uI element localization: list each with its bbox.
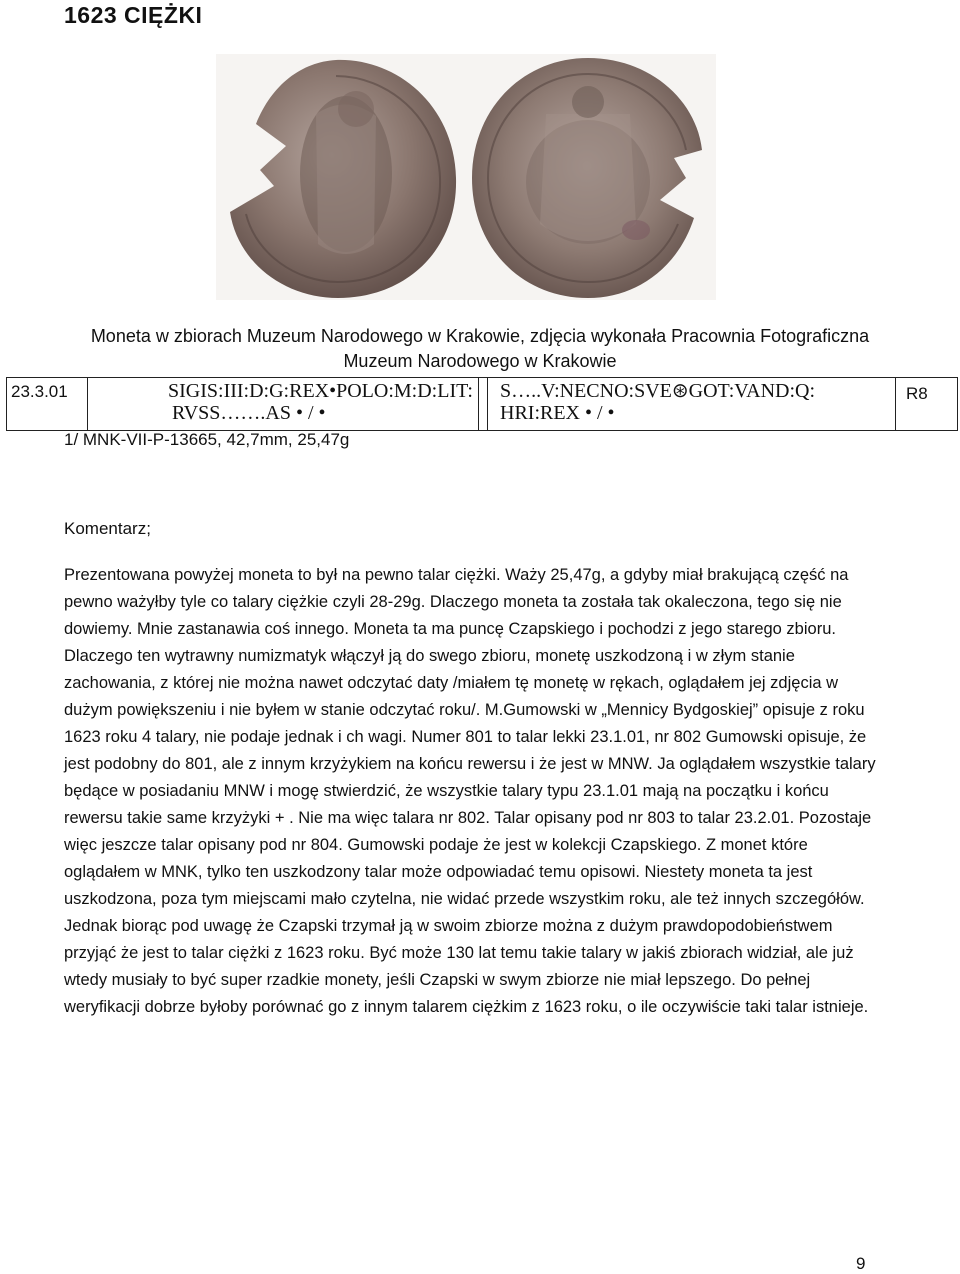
comment-text: Prezentowana powyżej moneta to był na pewno talar ciężki. Waży 25,47g, a gdyby miał brakującą część na pewno ważyłby tyle co talary ciężkie czyli 28-29g. Dlaczego moneta ta została tak okaleczona, tego się nie dowiemy. Mnie zastanawia coś innego. Moneta ta ma puncę Czapskiego i pochodzi z jego starego zbioru. Dlaczego ten wytrawny numizmatyk włączył ją do swego zbioru, monetę uszkodzoną i w złym stanie zachowania, z której nie można nawet odczytać daty /miałem tę monetę w rękach, oglądałem jej zdjęcia w dużym powiększeniu i nie byłem w stanie odczytać roku/. M.Gumowski w „Mennicy Bydgoskiej” opisuje z roku 1623 roku 4 talary, nie podaje jednak i ch wagi. Numer 801 to talar lekki 23.1.01, nr 802 Gumowski opisuje, że jest podobny do 801, ale z innym krzyżykiem na końcu rewersu i że jest w MNW. Ja oglądałem wszystkie talary będące w posiadaniu MNW i mogę stwierdzić, że wszystkie talary typu 23.1.01 mają na początku i końcu rewersu takie same krzyżyki + . Nie ma więc talara nr 802. Talar opisany pod nr 803 to talar 23.2.01. Pozostaje więc jeszcze talar opisany pod nr 804. Gumowski podaje że jest w kolekcji Czapskiego. Z monet które oglądałem w MNK, tylko ten uszkodzony talar może odpowiadać temu opisowi. Niestety moneta ta jest uszkodzona, poza tym miejscami mało czytelna, nie widać przede wszystkim roku, ale też innych szczegółów. Jednak biorąc pod uwagę że Czapski trzymał ją w swoim zbiorze można z dużym prawdopodobieństwem przyjąć że jest to talar ciężki z 1623 roku. Być może 130 lat temu takie talary w jakiś zbiorach widział, ale już wtedy musiały to być super rzadkie monety, jeśli Czapski w swym zbiorze nie miał lepszego. Do pełnej weryfikacji dobrze byłoby porównać go z innym talarem ciężkim z 1623 roku, o ile oczywiście taki talar istnieje. [64, 566, 876, 1016]
reverse-legend [488, 378, 896, 431]
comment-label: Komentarz; [64, 519, 151, 538]
obverse-legend [88, 378, 479, 431]
catalog-number: 23.3.01 [7, 378, 88, 431]
photo-caption: Moneta w zbiorach Muzeum Narodowego w Krakowie, zdjęcia wykonała Pracownia Fotograficzna Muzeum Narodowego w Krakowie [90, 326, 870, 371]
coin-photo [216, 54, 716, 300]
reverse-legend-line2: HRI:REX • / • [500, 402, 615, 424]
obverse-coin-image [230, 60, 456, 298]
reverse-coin-image [472, 58, 702, 298]
rarity-grade: R8 [896, 378, 958, 431]
page-title: 1623 CIĘŻKI [64, 2, 203, 28]
page-number: 9 [856, 1254, 866, 1273]
coin-photo-graphic [216, 54, 716, 300]
obverse-legend-line1: SIGIS:III:D:G:REX•POLO:M:D:LIT: [168, 380, 473, 402]
specimen-info: 1/ MNK-VII-P-13665, 42,7mm, 25,47g [64, 430, 350, 449]
obverse-legend-line2: RVSS…….AS • / • [172, 402, 326, 424]
catalog-entry-table [6, 377, 958, 431]
column-gap [479, 378, 488, 431]
reverse-legend-line1: S…..V:NECNO:SVE⊛GOT:VAND:Q: [500, 380, 816, 402]
